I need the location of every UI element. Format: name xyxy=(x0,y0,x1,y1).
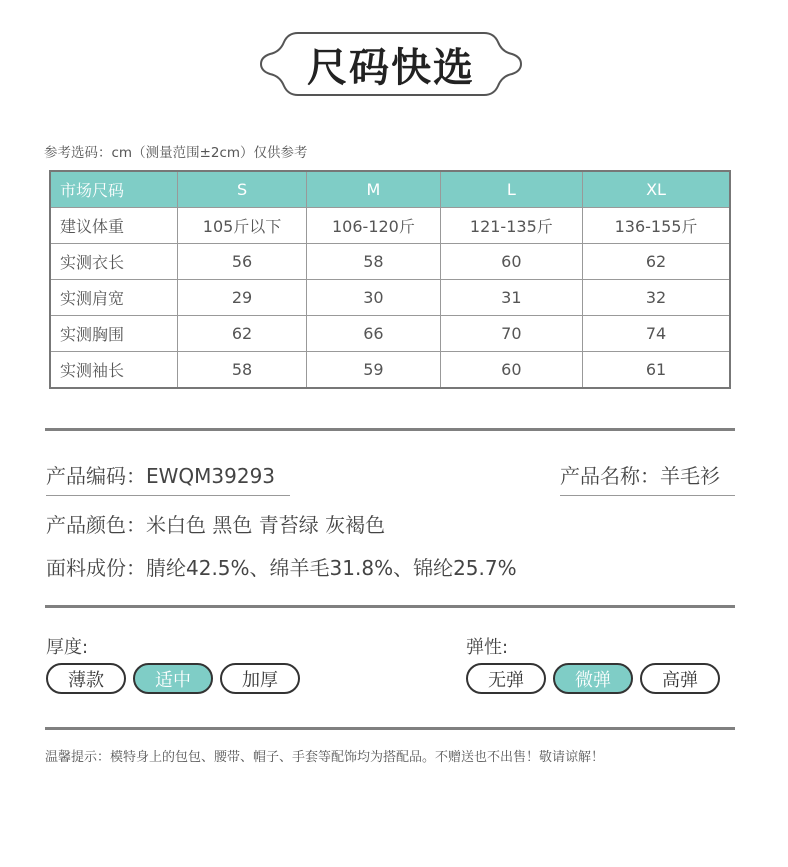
table-cell: 实测肩宽 xyxy=(50,280,177,316)
product-code-value: EWQM39293 xyxy=(146,464,276,488)
table-header-cell: M xyxy=(307,171,440,208)
table-cell: 58 xyxy=(307,244,440,280)
table-cell: 59 xyxy=(307,352,440,389)
table-cell: 74 xyxy=(583,316,730,352)
divider xyxy=(45,428,735,431)
product-name xyxy=(560,460,720,489)
table-row xyxy=(50,316,730,352)
table-cell: 60 xyxy=(440,244,582,280)
table-cell: 106-120斤 xyxy=(307,208,440,244)
measurement-note: 参考选码：cm（测量范围±2cm）仅供参考 xyxy=(44,145,308,161)
table-row xyxy=(50,208,730,244)
table-cell: 29 xyxy=(177,280,306,316)
product-code-label: 产品编码： xyxy=(46,464,146,488)
underline xyxy=(46,495,290,496)
product-material-value: 腈纶42.5%、绵羊毛31.8%、锦纶25.7% xyxy=(146,556,517,580)
table-cell: 实测衣长 xyxy=(50,244,177,280)
table-cell: 32 xyxy=(583,280,730,316)
product-name-label: 产品名称： xyxy=(560,464,660,488)
thickness-label: 厚度: xyxy=(46,637,89,658)
table-row xyxy=(50,352,730,389)
table-cell: 66 xyxy=(307,316,440,352)
elasticity-option-high[interactable]: 高弹 xyxy=(640,663,720,694)
table-cell: 61 xyxy=(583,352,730,389)
table-cell: 实测袖长 xyxy=(50,352,177,389)
product-material-label: 面料成份： xyxy=(46,556,146,580)
product-code xyxy=(46,460,275,489)
table-cell: 136-155斤 xyxy=(583,208,730,244)
thickness-option-medium[interactable]: 适中 xyxy=(133,663,213,694)
underline xyxy=(560,495,735,496)
table-cell: 30 xyxy=(307,280,440,316)
table-row xyxy=(50,280,730,316)
table-header-cell: S xyxy=(177,171,306,208)
disclaimer-tip: 温馨提示：模特身上的包包、腰带、帽子、手套等配饰均为搭配品。不赠送也不出售！敬请谅解！ xyxy=(45,750,605,765)
thickness-option-thin[interactable]: 薄款 xyxy=(46,663,126,694)
size-table xyxy=(49,170,731,389)
table-header-cell: XL xyxy=(583,171,730,208)
table-header-cell: 市场尺码 xyxy=(50,171,177,208)
table-header-row xyxy=(50,171,730,208)
table-cell: 建议体重 xyxy=(50,208,177,244)
product-colors-label: 产品颜色： xyxy=(46,513,146,537)
table-header-cell: L xyxy=(440,171,582,208)
table-cell: 121-135斤 xyxy=(440,208,582,244)
title-badge xyxy=(258,30,524,98)
elasticity-option-none[interactable]: 无弹 xyxy=(466,663,546,694)
product-name-value: 羊毛衫 xyxy=(660,464,720,488)
divider xyxy=(45,605,735,608)
table-cell: 70 xyxy=(440,316,582,352)
table-cell: 实测胸围 xyxy=(50,316,177,352)
table-cell: 62 xyxy=(177,316,306,352)
table-cell: 58 xyxy=(177,352,306,389)
page-title: 尺码快选 xyxy=(307,44,475,91)
product-colors xyxy=(46,509,385,538)
table-row xyxy=(50,244,730,280)
divider xyxy=(45,727,735,730)
table-cell: 105斤以下 xyxy=(177,208,306,244)
elasticity-label: 弹性: xyxy=(466,637,509,658)
elasticity-option-slight[interactable]: 微弹 xyxy=(553,663,633,694)
table-cell: 56 xyxy=(177,244,306,280)
table-cell: 60 xyxy=(440,352,582,389)
product-material xyxy=(46,552,517,581)
thickness-option-thick[interactable]: 加厚 xyxy=(220,663,300,694)
table-cell: 62 xyxy=(583,244,730,280)
product-colors-value: 米白色 黑色 青苔绿 灰褐色 xyxy=(146,513,386,537)
table-cell: 31 xyxy=(440,280,582,316)
